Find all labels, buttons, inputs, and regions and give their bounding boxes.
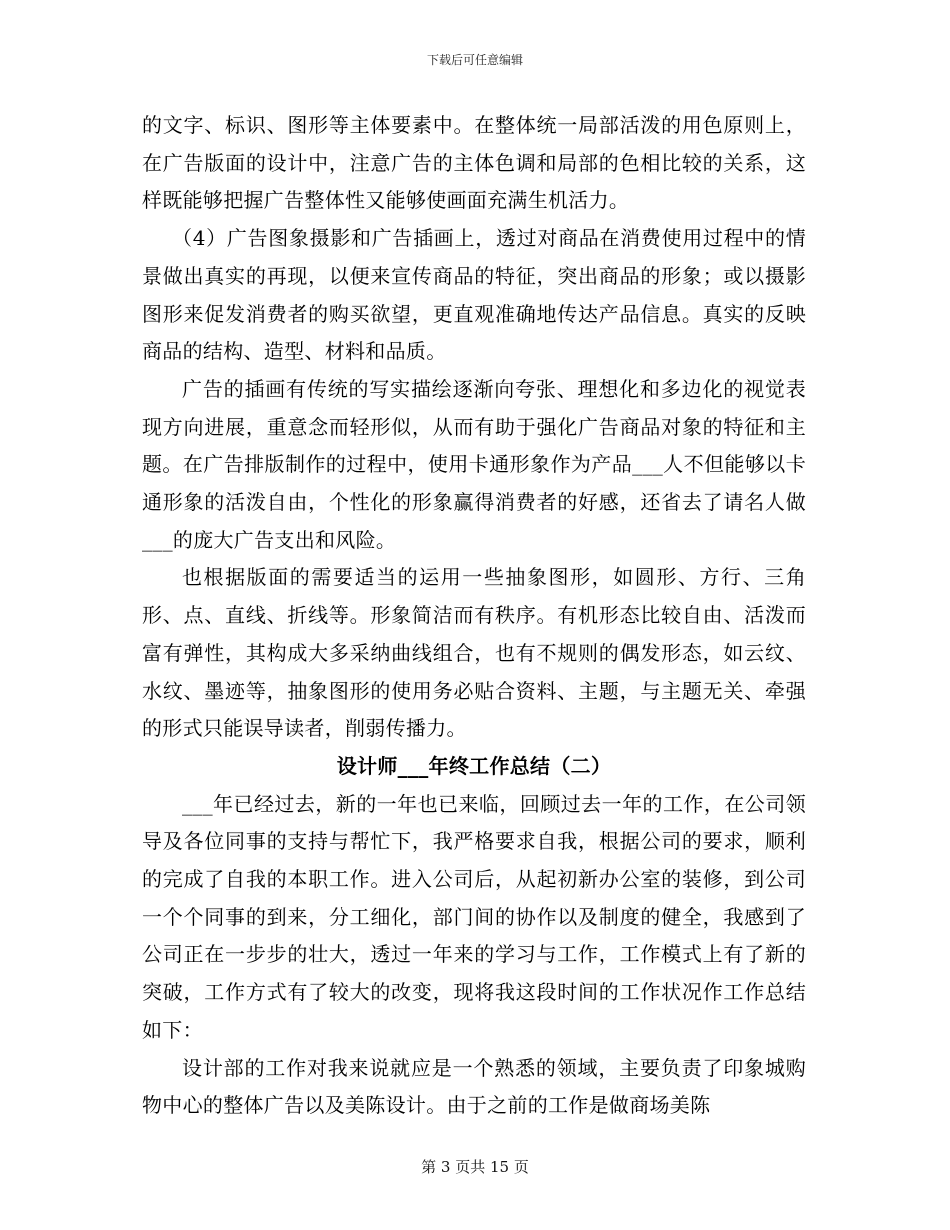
paragraph-design-department: 设计部的工作对我来说就应是一个熟悉的领域，主要负责了印象城购物中心的整体广告以及美陈设计。由于之前的工作是做商场美陈	[142, 1055, 806, 1118]
page-header	[0, 52, 950, 68]
paragraph-year-review: ___年已经过去，新的一年也已来临，回顾过去一年的工作，在公司领导及各位同事的支持与帮忙下，我严格要求自我，根据公司的要求，顺利的完成了自我的本职工作。进入公司后，从起初新办公室的装修，到公司一个个同事的到来，分工细化，部门间的协作以及制度的健全，我感到了公司正在一步步的壮大，透过一年来的学习与工作，工作模式上有了新的突破，工作方式有了较大的改变，现将我这段时间的工作状况作工作总结如下：	[142, 791, 806, 1042]
paragraph-color-principle: 的文字、标识、图形等主体要素中。在整体统一局部活泼的用色原则上，在广告版面的设计中，注意广告的主体色调和局部的色相比较的关系，这样既能够把握广告整体性又能够使画面充满生机活力。	[142, 113, 806, 213]
document-body	[142, 107, 806, 1125]
page-footer	[0, 1157, 950, 1177]
paragraph-illustration: 广告的插画有传统的写实描绘逐渐向夸张、理想化和多边化的视觉表现方向进展，重意念而轻形似，从而有助于强化广告商品对象的特征和主题。在广告排版制作的过程中，使用卡通形象作为产品___人不但能够以卡通形象的活泼自由，个性化的形象赢得消费者的好感，还省去了请名人做___的庞大广告支出和风险。	[142, 376, 806, 552]
paragraph-photography: （4）广告图象摄影和广告插画上，透过对商品在消费使用过程中的情景做出真实的再现，以便来宣传商品的特征，突出商品的形象；或以摄影图形来促发消费者的购买欲望，更直观准确地传达产品信息。真实的反映商品的结构、造型、材料和品质。	[142, 226, 806, 364]
page-number: 第 3 页共 15 页	[421, 1158, 529, 1176]
header-text: 下载后可任意编辑	[426, 53, 523, 67]
paragraph-abstract-graphics: 也根据版面的需要适当的运用一些抽象图形，如圆形、方行、三角形、点、直线、折线等。形象简洁而有秩序。有机形态比较自由、活泼而富有弹性，其构成大多采纳曲线组合，也有不规则的偶发形态，如云纹、水纹、墨迹等，抽象图形的使用务必贴合资料、主题，与主题无关、牵强的形式只能误导读者，削弱传播力。	[142, 565, 806, 741]
section-heading: 设计师___年终工作总结（二）	[336, 753, 612, 778]
